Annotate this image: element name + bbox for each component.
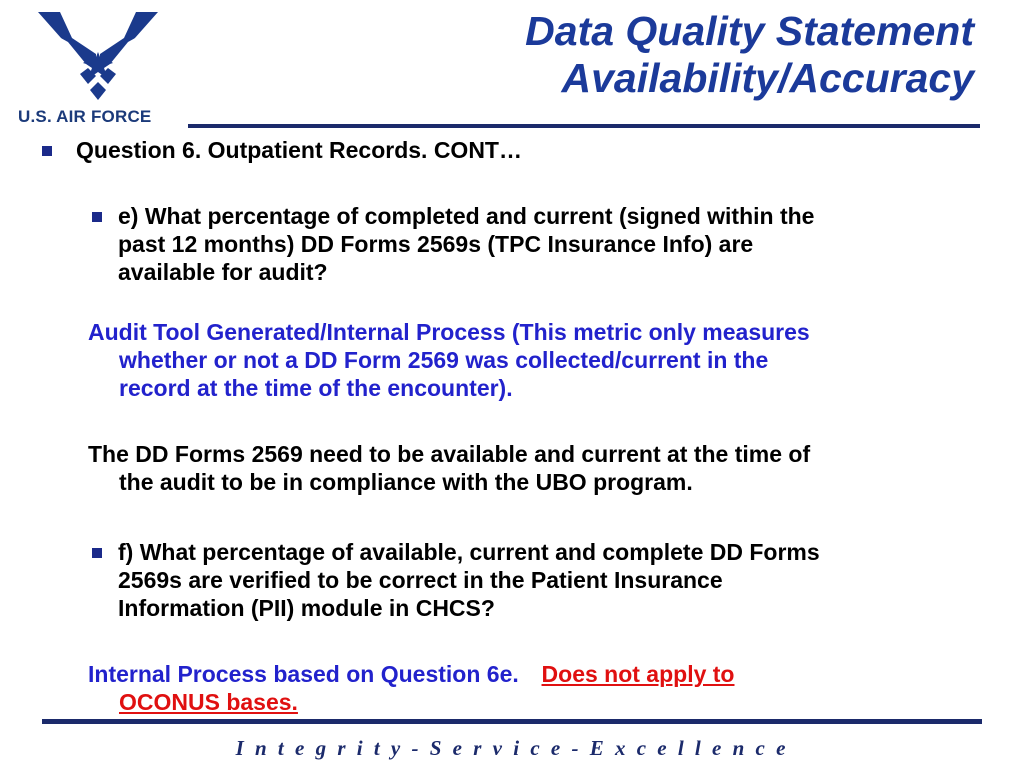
question-e	[118, 202, 998, 286]
note-e-compliance	[88, 440, 998, 496]
question-f-line-2: 2569s are verified to be correct in the Patient Insurance	[118, 567, 723, 593]
note-e-compliance-line-2: the audit to be in compliance with the UBO program.	[119, 469, 693, 495]
note-f-warning-line-1: Does not apply to	[541, 661, 735, 687]
note-e-compliance-line-1: The DD Forms 2569 need to be available and current at the time of	[88, 441, 811, 467]
note-e-process-line-2: whether or not a DD Form 2569 was collected/current in the	[119, 347, 769, 373]
question-f	[118, 538, 998, 622]
note-f	[88, 660, 998, 716]
question-e-line-3: available for audit?	[118, 259, 328, 285]
bullet-square-icon	[42, 146, 52, 156]
note-f-process: Internal Process based on Question 6e.	[88, 661, 519, 687]
question-f-line-3: Information (PII) module in CHCS?	[118, 595, 495, 621]
footer-motto: I n t e g r i t y - S e r v i c e - E x c e l l e n c e	[235, 736, 789, 760]
note-e-process	[88, 318, 998, 402]
note-e-process-line-1: Audit Tool Generated/Internal Process (This metric only measures	[88, 319, 810, 345]
bullet-square-icon	[92, 548, 102, 558]
note-f-warning-line-2: OCONUS bases.	[119, 689, 298, 715]
question-e-line-1: e) What percentage of completed and current (signed within the	[118, 203, 815, 229]
title-line-1: Data Quality Statement	[525, 8, 974, 54]
question-e-line-2: past 12 months) DD Forms 2569s (TPC Insurance Info) are	[118, 231, 754, 257]
footer-divider	[42, 719, 982, 724]
logo-text: U.S. AIR FORCE	[18, 107, 152, 126]
title-line-2: Availability/Accuracy	[561, 55, 974, 101]
question-heading: Question 6. Outpatient Records. CONT…	[76, 137, 522, 163]
note-e-process-line-3: record at the time of the encounter).	[119, 375, 513, 401]
bullet-square-icon	[92, 212, 102, 222]
question-f-line-1: f) What percentage of available, current and complete DD Forms	[118, 539, 820, 565]
